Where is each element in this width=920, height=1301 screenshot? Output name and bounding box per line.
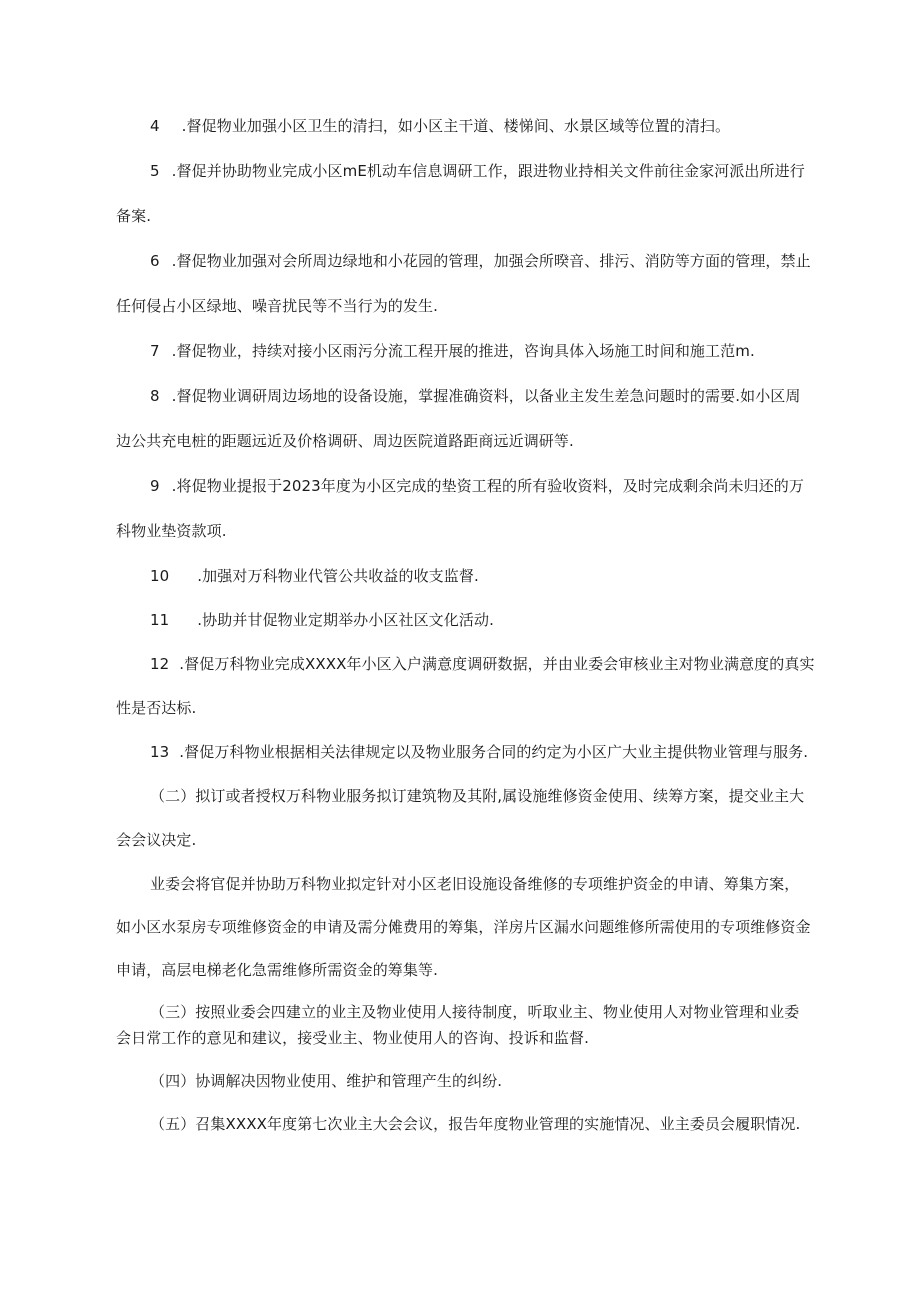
section-5-heading: （五）召集XXXX年度第七次业主大会会议，报告年度物业管理的实施情况、业主委员会履职情况. (150, 1115, 801, 1133)
item-text: .督促物业加强对会所周边绿地和小花园的管理，加强会所暌音、排污、消防等方面的管理，禁止 (171, 252, 811, 270)
section-3-continuation: 会日常工作的意见和建议，接受业主、物业使用人的咨询、投诉和监督. (116, 1029, 589, 1047)
item-10 (150, 566, 479, 586)
item-number: 6 (150, 252, 160, 270)
item-text: .督促万科物业完成XXXX年小区入户满意度调研数据，并由业委会审核业主对物业满意度的真实 (179, 655, 815, 673)
item-6 (150, 251, 811, 271)
item-number: 12 (150, 655, 170, 673)
item-text: .督促物业调研周边场地的设备设施，掌握准确资料，以备业主发生差急问题时的需要.如小区周 (171, 387, 801, 405)
item-8 (150, 386, 801, 406)
item-text: .将促物业提报于2023年度为小区完成的垫资工程的所有验收资料，及时完成剩余尚未归还的万 (171, 477, 805, 495)
item-number: 7 (150, 342, 160, 360)
item-number: 13 (150, 743, 170, 761)
item-12-continuation: 性是否达标. (116, 699, 197, 717)
item-7 (150, 341, 755, 361)
item-text: .督促物业，持续对接小区雨污分流工程开展的推进，咨询具体入场施工时间和施工范m. (171, 342, 755, 360)
item-text: .督促物业加强小区卫生的清扫，如小区主干道、楼悌间、水景区域等位置的清扫。 (181, 117, 731, 135)
item-5 (150, 161, 805, 181)
paragraph-line-2: 如小区水泵房专项维修资金的申请及需分傩费用的筹集，洋房片区漏水问题维修所需使用的专项维修资金 (116, 918, 811, 936)
item-text: .督促并协助物业完成小区mE机动车信息调研工作，跟进物业持相关文件前往金家河派出所进行 (171, 162, 805, 180)
item-text: .督促万科物业根据相关法律规定以及物业服务合同的约定为小区广大业主提供物业管理与服务. (179, 743, 809, 761)
item-number: 10 (150, 567, 170, 585)
item-5-continuation: 备案. (116, 207, 152, 225)
item-6-continuation: 任何侵占小区绿地、噪音扰民等不当行为的发生. (116, 297, 438, 315)
item-12 (150, 654, 815, 674)
item-text: .协助并甘促物业定期举办小区社区文化活动. (197, 611, 494, 629)
item-11 (150, 610, 494, 630)
section-3-heading: （三）按照业委会四建立的业主及物业使用人接待制度，听取业主、物业使用人对物业管理和业委 (150, 1003, 800, 1021)
section-2-continuation: 会会议决定. (116, 831, 197, 849)
section-4-heading: （四）协调解决因物业使用、维护和管理产生的纠纷. (150, 1072, 503, 1090)
item-number: 9 (150, 477, 160, 495)
item-number: 8 (150, 387, 160, 405)
paragraph-line-3: 申请，高层电梯老化急需维修所需资金的筹集等. (116, 961, 438, 979)
paragraph-line-1: 业委会将官促并协助万科物业拟定针对小区老旧设施设备维修的专项维护资金的申请、筹集方案， (150, 875, 800, 893)
item-text: .加强对万科物业代管公共收益的收支监督. (197, 567, 479, 585)
section-2-heading: （二）拟订或者授权万科物业服务拟订建筑物及其附,属设施维修资金使用、续筹方案，提交业主大 (150, 787, 805, 805)
item-8-continuation: 边公共充电桩的距题远近及价格调研、周边医院道路距商远近调研等. (116, 432, 574, 450)
item-4 (150, 116, 730, 136)
item-9-continuation: 科物业垫资款项. (116, 522, 227, 540)
item-number: 5 (150, 162, 160, 180)
item-9 (150, 476, 804, 496)
item-number: 4 (150, 117, 160, 135)
item-13 (150, 742, 808, 762)
item-number: 11 (150, 611, 170, 629)
